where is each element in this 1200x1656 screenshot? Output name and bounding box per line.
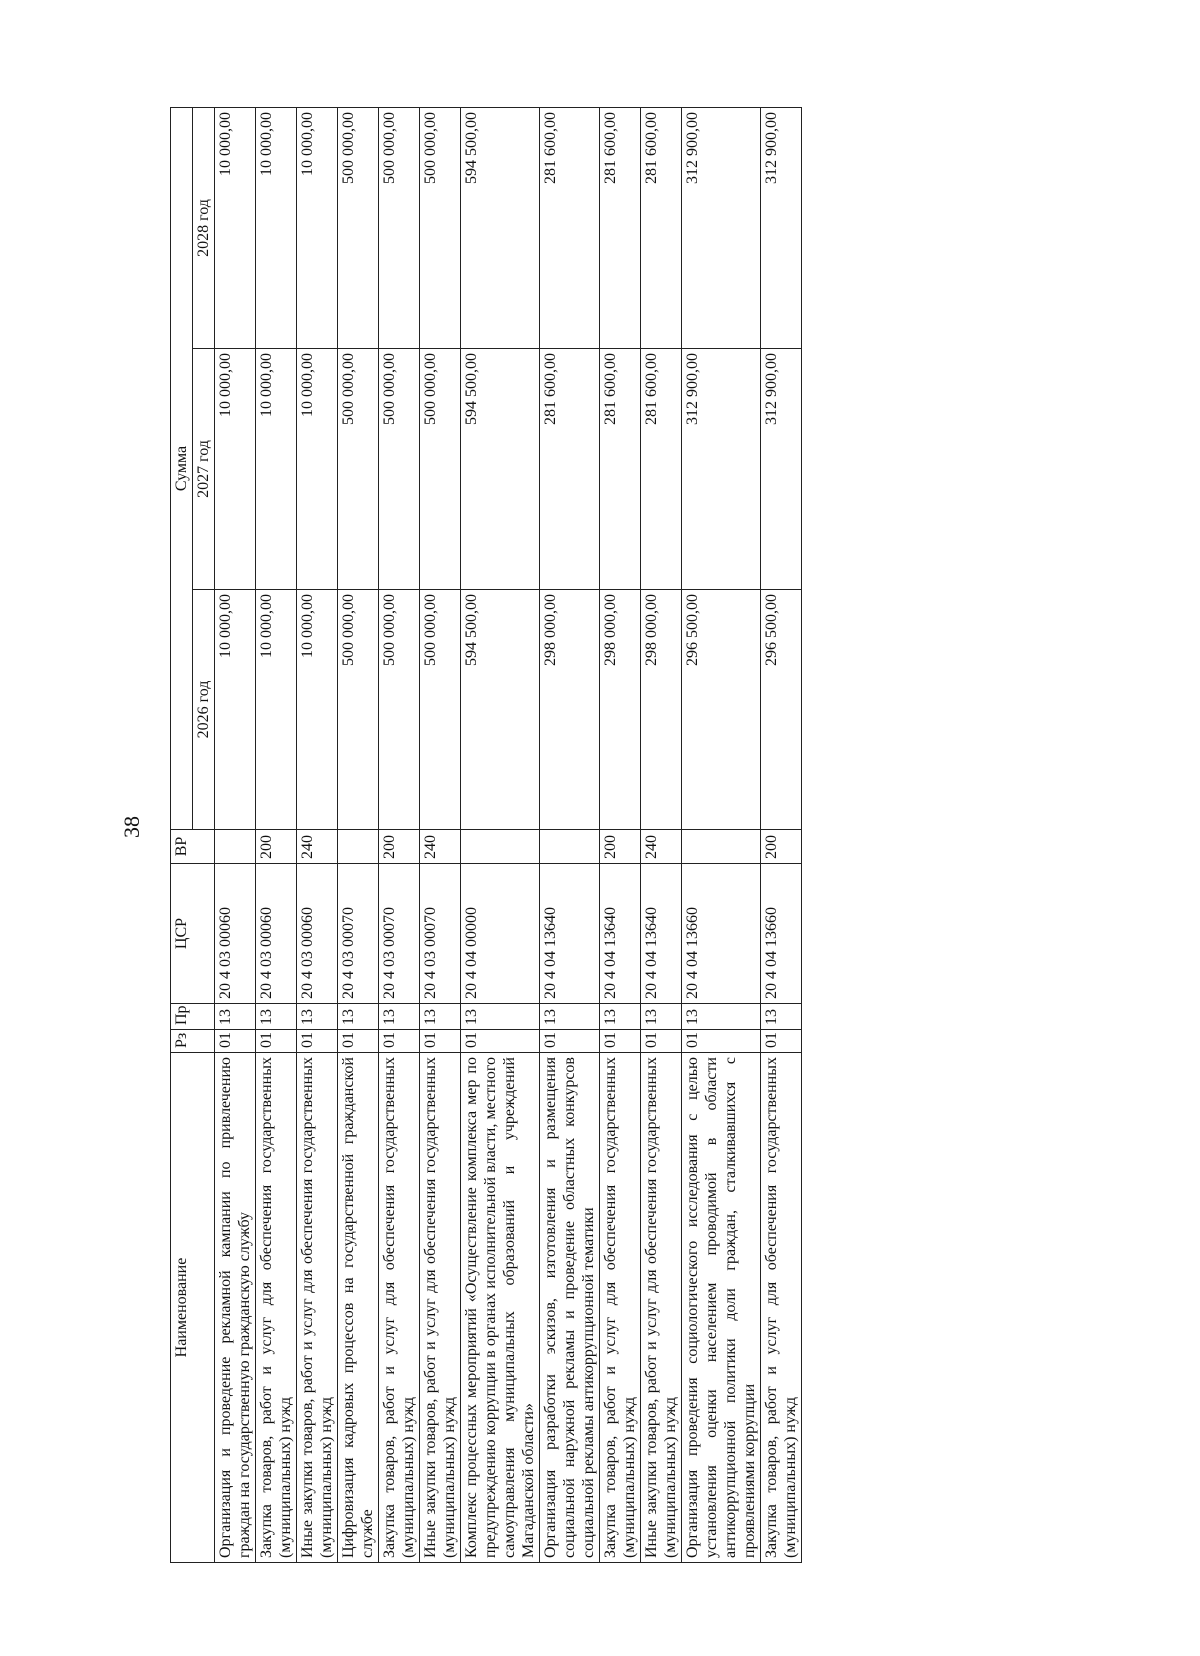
table-header: [171, 107, 215, 1562]
cell-pr: 13: [297, 1004, 338, 1030]
header-csr: ЦСР: [171, 864, 215, 1004]
cell-2028: 281 600,00: [600, 107, 641, 348]
cell-2027: 10 000,00: [256, 349, 297, 590]
cell-vr: 240: [420, 830, 461, 864]
cell-pr: 13: [761, 1004, 802, 1030]
header-pr: Пр: [171, 1004, 215, 1030]
cell-name: Организация проведения социологического исследования с целью установления оценки населением проводимой в области антикоррупционной политики доли граждан, сталкивавшихся с проявлениями коррупции: [682, 1053, 761, 1563]
cell-csr: 20 4 03 00070: [338, 864, 379, 1004]
table-row: [297, 107, 338, 1562]
cell-csr: 20 4 04 13640: [540, 864, 600, 1004]
table-row: [256, 107, 297, 1562]
cell-pr: 13: [600, 1004, 641, 1030]
cell-2027: 10 000,00: [215, 349, 256, 590]
cell-csr: 20 4 03 00060: [215, 864, 256, 1004]
cell-2028: 10 000,00: [215, 107, 256, 348]
cell-name: Закупка товаров, работ и услуг для обеспечения государственных (муниципальных) нужд: [256, 1053, 297, 1563]
cell-pr: 13: [338, 1004, 379, 1030]
cell-vr: [338, 830, 379, 864]
cell-2026: 10 000,00: [297, 590, 338, 830]
cell-name: Закупка товаров, работ и услуг для обеспечения государственных (муниципальных) нужд: [379, 1053, 420, 1563]
page-number: 38: [119, 816, 144, 838]
cell-pr: 13: [682, 1004, 761, 1030]
cell-vr: 240: [297, 830, 338, 864]
cell-csr: 20 4 04 13640: [600, 864, 641, 1004]
table-row: [420, 107, 461, 1562]
cell-vr: 200: [379, 830, 420, 864]
table-row: [461, 107, 540, 1562]
cell-2026: 500 000,00: [338, 590, 379, 830]
table-row: [215, 107, 256, 1562]
cell-csr: 20 4 04 13640: [641, 864, 682, 1004]
cell-csr: 20 4 04 00000: [461, 864, 540, 1004]
cell-rz: 01: [600, 1030, 641, 1053]
cell-2026: 10 000,00: [256, 590, 297, 830]
cell-csr: 20 4 03 00070: [420, 864, 461, 1004]
table-row: [682, 107, 761, 1562]
table-row: [600, 107, 641, 1562]
table-row: [338, 107, 379, 1562]
cell-2026: 296 500,00: [761, 590, 802, 830]
cell-rz: 01: [215, 1030, 256, 1053]
cell-csr: 20 4 04 13660: [682, 864, 761, 1004]
cell-2027: 500 000,00: [338, 349, 379, 590]
cell-rz: 01: [338, 1030, 379, 1053]
cell-rz: 01: [641, 1030, 682, 1053]
cell-2028: 500 000,00: [338, 107, 379, 348]
cell-2027: 312 900,00: [761, 349, 802, 590]
cell-rz: 01: [682, 1030, 761, 1053]
cell-rz: 01: [297, 1030, 338, 1053]
cell-name: Комплекс процессных мероприятий «Осуществление комплекса мер по предупреждению коррупции в органах исполнительной власти, местного самоуправления муниципальных образований и учреждений Магаданской области»: [461, 1053, 540, 1563]
cell-name: Цифровизация кадровых процессов на государственной гражданской службе: [338, 1053, 379, 1563]
cell-2028: 312 900,00: [761, 107, 802, 348]
cell-2028: 312 900,00: [682, 107, 761, 348]
cell-vr: [540, 830, 600, 864]
cell-2026: 594 500,00: [461, 590, 540, 830]
cell-2027: 594 500,00: [461, 349, 540, 590]
cell-pr: 13: [540, 1004, 600, 1030]
header-sum: Сумма: [171, 107, 193, 829]
header-2028: 2028 год: [193, 107, 215, 348]
header-2026: 2026 год: [193, 590, 215, 830]
cell-2028: 10 000,00: [256, 107, 297, 348]
cell-2027: 10 000,00: [297, 349, 338, 590]
budget-table: [170, 107, 802, 1563]
cell-rz: 01: [256, 1030, 297, 1053]
cell-2028: 281 600,00: [540, 107, 600, 348]
cell-vr: 240: [641, 830, 682, 864]
cell-csr: 20 4 03 00060: [256, 864, 297, 1004]
cell-2026: 298 000,00: [540, 590, 600, 830]
cell-2027: 500 000,00: [379, 349, 420, 590]
cell-2026: 298 000,00: [641, 590, 682, 830]
cell-rz: 01: [540, 1030, 600, 1053]
cell-2026: 10 000,00: [215, 590, 256, 830]
cell-pr: 13: [641, 1004, 682, 1030]
cell-csr: 20 4 03 00060: [297, 864, 338, 1004]
cell-2028: 500 000,00: [420, 107, 461, 348]
cell-2027: 281 600,00: [641, 349, 682, 590]
table-row: [379, 107, 420, 1562]
cell-name: Иные закупки товаров, работ и услуг для обеспечения государственных (муниципальных) нужд: [641, 1053, 682, 1563]
cell-vr: [215, 830, 256, 864]
cell-2026: 500 000,00: [420, 590, 461, 830]
cell-csr: 20 4 03 00070: [379, 864, 420, 1004]
cell-name: Организация и проведение рекламной кампании по привлечению граждан на государственную гражданскую службу: [215, 1053, 256, 1563]
cell-pr: 13: [256, 1004, 297, 1030]
cell-2027: 281 600,00: [540, 349, 600, 590]
cell-2027: 500 000,00: [420, 349, 461, 590]
header-name: Наименование: [171, 1053, 215, 1563]
cell-2027: 281 600,00: [600, 349, 641, 590]
rotated-table-container: [170, 108, 1098, 1563]
cell-vr: [461, 830, 540, 864]
cell-pr: 13: [379, 1004, 420, 1030]
cell-name: Закупка товаров, работ и услуг для обеспечения государственных (муниципальных) нужд: [600, 1053, 641, 1563]
table-row: [761, 107, 802, 1562]
cell-name: Иные закупки товаров, работ и услуг для обеспечения государственных (муниципальных) нужд: [420, 1053, 461, 1563]
cell-2028: 594 500,00: [461, 107, 540, 348]
cell-2026: 500 000,00: [379, 590, 420, 830]
header-rz: Рз: [171, 1030, 215, 1053]
cell-vr: [682, 830, 761, 864]
header-vr: ВР: [171, 830, 215, 864]
cell-2028: 10 000,00: [297, 107, 338, 348]
cell-rz: 01: [461, 1030, 540, 1053]
header-2027: 2027 год: [193, 349, 215, 590]
cell-name: Организация разработки эскизов, изготовления и размещения социальной наружной рекламы и проведение областных конкурсов социальной рекламы антикоррупционной тематики: [540, 1053, 600, 1563]
cell-vr: 200: [761, 830, 802, 864]
cell-pr: 13: [420, 1004, 461, 1030]
cell-vr: 200: [600, 830, 641, 864]
cell-vr: 200: [256, 830, 297, 864]
table-row: [540, 107, 600, 1562]
cell-rz: 01: [420, 1030, 461, 1053]
cell-2028: 500 000,00: [379, 107, 420, 348]
cell-2026: 298 000,00: [600, 590, 641, 830]
table-body: [215, 107, 802, 1562]
cell-pr: 13: [461, 1004, 540, 1030]
table-row: [641, 107, 682, 1562]
cell-pr: 13: [215, 1004, 256, 1030]
cell-2026: 296 500,00: [682, 590, 761, 830]
cell-rz: 01: [761, 1030, 802, 1053]
cell-csr: 20 4 04 13660: [761, 864, 802, 1004]
cell-2028: 281 600,00: [641, 107, 682, 348]
cell-name: Закупка товаров, работ и услуг для обеспечения государственных (муниципальных) нужд: [761, 1053, 802, 1563]
cell-rz: 01: [379, 1030, 420, 1053]
cell-name: Иные закупки товаров, работ и услуг для обеспечения государственных (муниципальных) нужд: [297, 1053, 338, 1563]
cell-2027: 312 900,00: [682, 349, 761, 590]
